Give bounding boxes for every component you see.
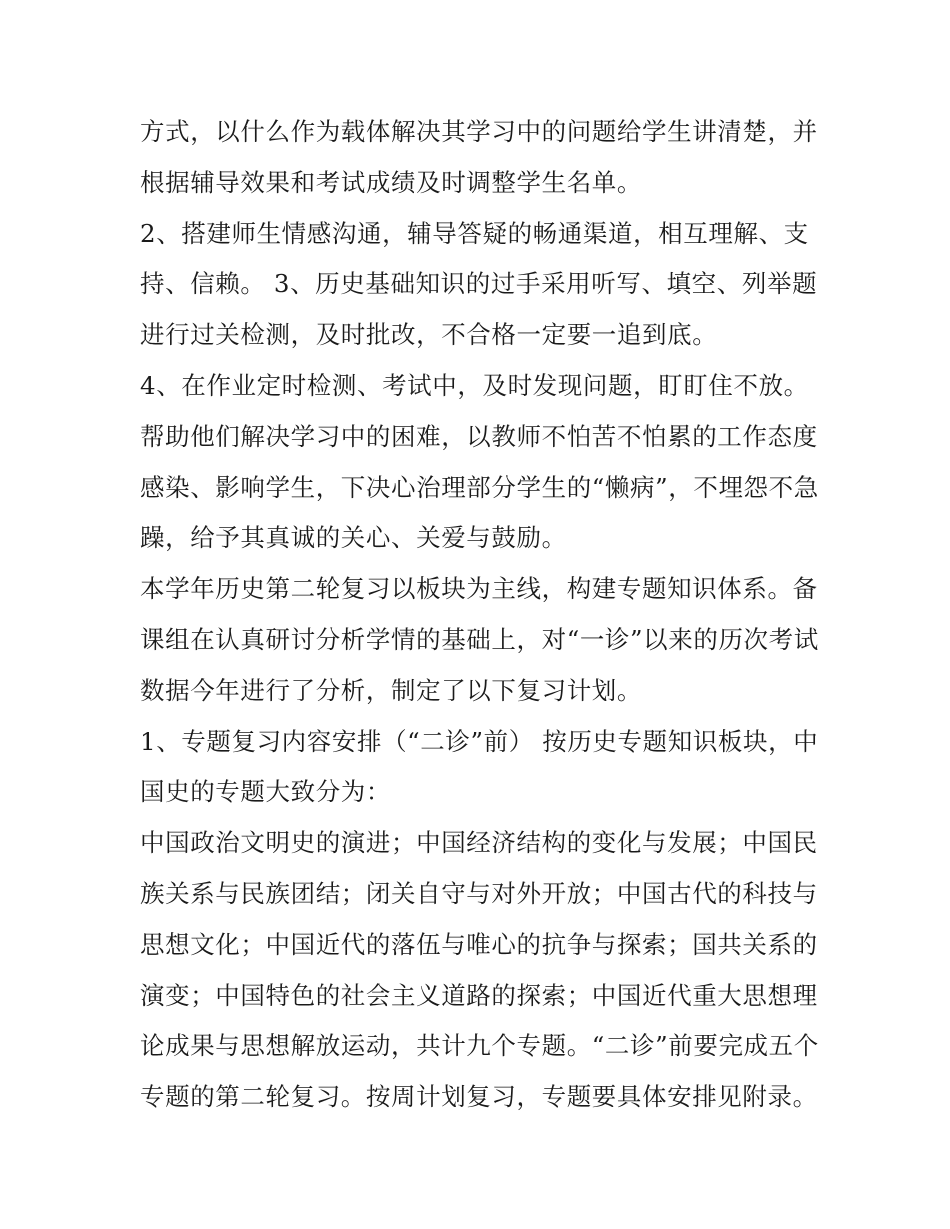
text-line: 国史的专题大致分为： — [140, 777, 391, 807]
text-line: 中国政治文明史的演进；中国经济结构的变化与发展；中国民 — [140, 828, 818, 858]
text-line: 进行过关检测，及时批改，不合格一定要一追到底。 — [140, 320, 718, 350]
text-line: 思想文化；中国近代的落伍与唯心的抗争与探索；国共关系的 — [140, 929, 818, 959]
text-line: 根据辅导效果和考试成绩及时调整学生名单。 — [140, 167, 642, 197]
text-line: 专题的第二轮复习。按周计划复习，专题要具体安排见附录。 — [140, 1082, 818, 1112]
text-line: 持、信赖。 3、历史基础知识的过手采用听写、填空、列举题 — [140, 269, 818, 299]
text-line: 躁，给予其真诚的关心、关爱与鼓励。 — [140, 523, 567, 553]
text-line: 方式，以什么作为载体解决其学习中的问题给学生讲清楚，并 — [140, 117, 818, 146]
text-line: 4、在作业定时检测、考试中，及时发现问题，盯盯住不放。 — [140, 370, 809, 400]
text-line: 演变；中国特色的社会主义道路的探索；中国近代重大思想理 — [140, 980, 818, 1010]
text-line: 论成果与思想解放运动，共计九个专题。“二诊”前要完成五个 — [140, 1031, 819, 1061]
text-line: 帮助他们解决学习中的困难，以教师不怕苦不怕累的工作态度 — [140, 421, 818, 451]
document-body — [140, 107, 820, 1123]
text-line: 1、专题复习内容安排（“二诊”前） 按历史专题知识板块，中 — [140, 726, 819, 756]
text-line: 2、搭建师生情感沟通，辅导答疑的畅通渠道，相互理解、支 — [140, 218, 809, 248]
text-line: 数据今年进行了分析，制定了以下复习计划。 — [140, 675, 642, 705]
text-line: 族关系与民族团结；闭关自守与对外开放；中国古代的科技与 — [140, 878, 818, 908]
text-line: 感染、影响学生，下决心治理部分学生的“懒病”，不埋怨不急 — [140, 472, 819, 502]
text-line: 本学年历史第二轮复习以板块为主线，构建专题知识体系。备 — [140, 574, 818, 604]
text-line: 课组在认真研讨分析学情的基础上，对“一诊”以来的历次考试 — [140, 624, 819, 654]
